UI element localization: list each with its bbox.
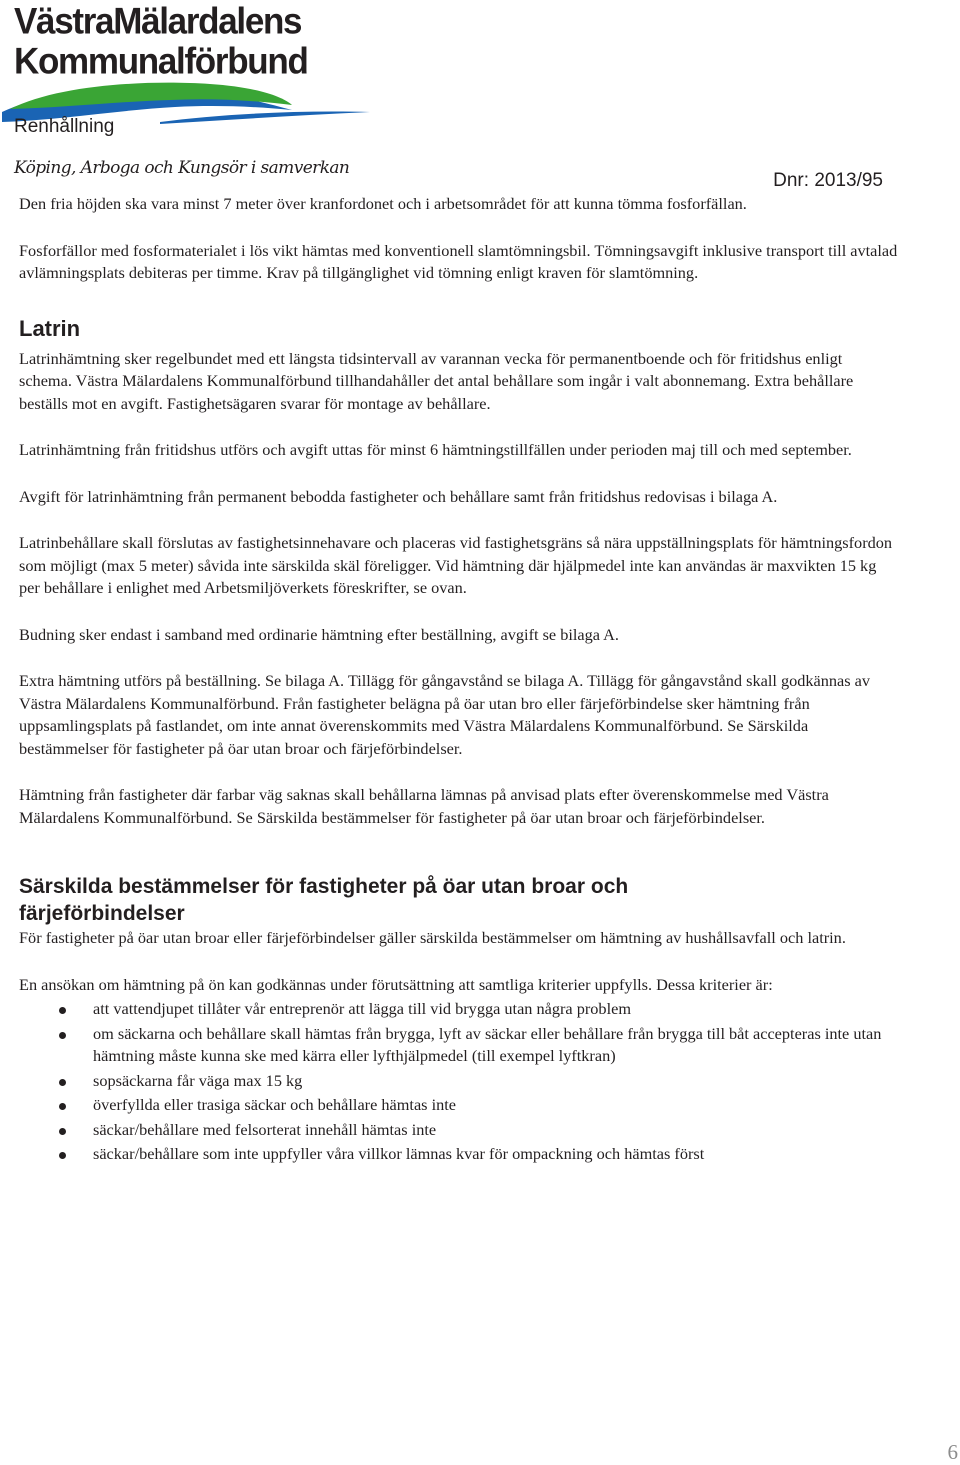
bullet-icon [59,1032,66,1039]
section-heading-sarskilda: Särskilda bestämmelser för fastigheter på öar utan broar och färjeförbindelser [19,875,629,925]
latrin-paragraph: Latrinhämtning från fritidshus utförs och avgift uttas för minst 6 hämtningstillfällen under perioden maj till och med september. [19,440,852,459]
bullet-icon [59,1128,66,1135]
bullet-icon [59,1152,66,1159]
logo-name-line-2: Kommunalförbund [14,41,308,82]
document-body [19,193,899,1168]
section-heading-latrin: Latrin [19,315,81,341]
latrin-paragraph: Budning sker endast i samband med ordinarie hämtning efter beställning, avgift se bilaga A. [19,624,619,644]
page-number: 6 [947,1440,958,1464]
list-item-text: säckar/behållare som inte uppfyller våra villkor lämnas kvar för ompackning och hämtas först [93,1144,705,1163]
list-item [19,1143,899,1166]
logo-name-line-1: VästraMälardalens [14,1,302,42]
list-item-text: sopsäckarna får väga max 15 kg [93,1070,303,1090]
bullet-icon [59,1079,66,1086]
document-reference-number: Dnr: 2013/95 [773,170,883,191]
bullet-icon [59,1007,66,1014]
intro-paragraph: Fosforfällor med fosformaterialet i lös vikt hämtas med konventionell slamtömningsbil. Tömningsavgift inklusive transport till avtalad avlämningsplats debiteras per timme. Krav på tillgänglighet vid tömning enligt kraven för slamtömning. [19,240,898,282]
list-item [19,1094,899,1117]
list-item-text: att vattendjupet tillåter vår entreprenör att lägga till vid brygga utan några problem [93,999,631,1018]
latrin-paragraph: Latrinbehållare skall förslutas av fastighetsinnehavare och placeras vid fastighetsgräns så nära uppställningsplats för hämtningsfordon som möjligt (max 5 meter) såvida inte särskilda skäl föreligger. Vid hämtning där hjälpmedel inte kan användas är maxvikten 15 kg per behållare i enlighet med Arbetsmiljöverkets föreskrifter, se ovan. [19,533,893,597]
intro-paragraph: Den fria höjden ska vara minst 7 meter över kranfordonet och i arbetsområdet för att kunna tömma fosforfällan. [19,194,747,213]
sarskilda-paragraph: En ansökan om hämtning på ön kan godkännas under förutsättning att samtliga kriterier uppfylls. Dessa kriterier är: [19,974,773,994]
latrin-paragraph: Extra hämtning utförs på beställning. Se bilaga A. Tillägg för gångavstånd se bilaga A. Tillägg för gångavstånd skall godkännas av Västra Mälardalens Kommunalförbund. Från fastigheter belägna på öar utan bro eller färjeförbindelse sker hämtning från uppsamlingsplats på fastlandet, om inte annat överenskommits med Västra Mälardalens Kommunalförbund. Se Särskilda bestämmelser för fastigheter på öar utan broar och färjeförbindelser. [19,671,871,758]
list-item-text: överfyllda eller trasiga säckar och behållare hämtas inte [93,1095,456,1114]
sarskilda-paragraph: För fastigheter på öar utan broar eller färjeförbindelser gäller särskilda bestämmelser om hämtning av hushållsavfall och latrin. [19,928,846,947]
organization-logo [0,0,380,190]
latrin-paragraph: Hämtning från fastigheter där farbar väg saknas skall behållarna lämnas på anvisad plats efter överenskommelse med Västra Mälardalens Kommunalförbund. Se Särskilda bestämmelser för fastigheter på öar utan broar och färjeförbindelser. [19,785,829,827]
list-item [19,1070,899,1093]
logo-department: Renhållning [14,116,115,137]
list-item [19,1119,899,1142]
logo-swoosh-line [160,111,370,124]
list-item-text: säckar/behållare med felsorterat innehåll hämtas inte [93,1119,437,1139]
list-item [19,998,899,1021]
logo-tagline: Köping, Arboga och Kungsör i samverkan [14,158,350,178]
latrin-paragraph: Latrinhämtning sker regelbundet med ett längsta tidsintervall av varannan vecka för permanentboende och för fritidshus enligt schema. Västra Mälardalens Kommunalförbund tillhandahåller det antal behållare som ingår i valt abonnemang. Extra behållare beställs mot en avgift. Fastighetsägaren svarar för montage av behållare. [19,348,854,413]
list-item-text: om säckarna och behållare skall hämtas från brygga, lyft av säckar eller behållare från brygga till båt accepteras inte utan hämtning måste kunna ske med kärra eller lyfthjälpmedel (till exempel lyftkran) [93,1023,882,1065]
list-item [19,1023,899,1068]
bullet-icon [59,1103,66,1110]
criteria-list [19,998,899,1166]
latrin-paragraph: Avgift för latrinhämtning från permanent bebodda fastigheter och behållare samt från fritidshus redovisas i bilaga A. [19,486,778,506]
